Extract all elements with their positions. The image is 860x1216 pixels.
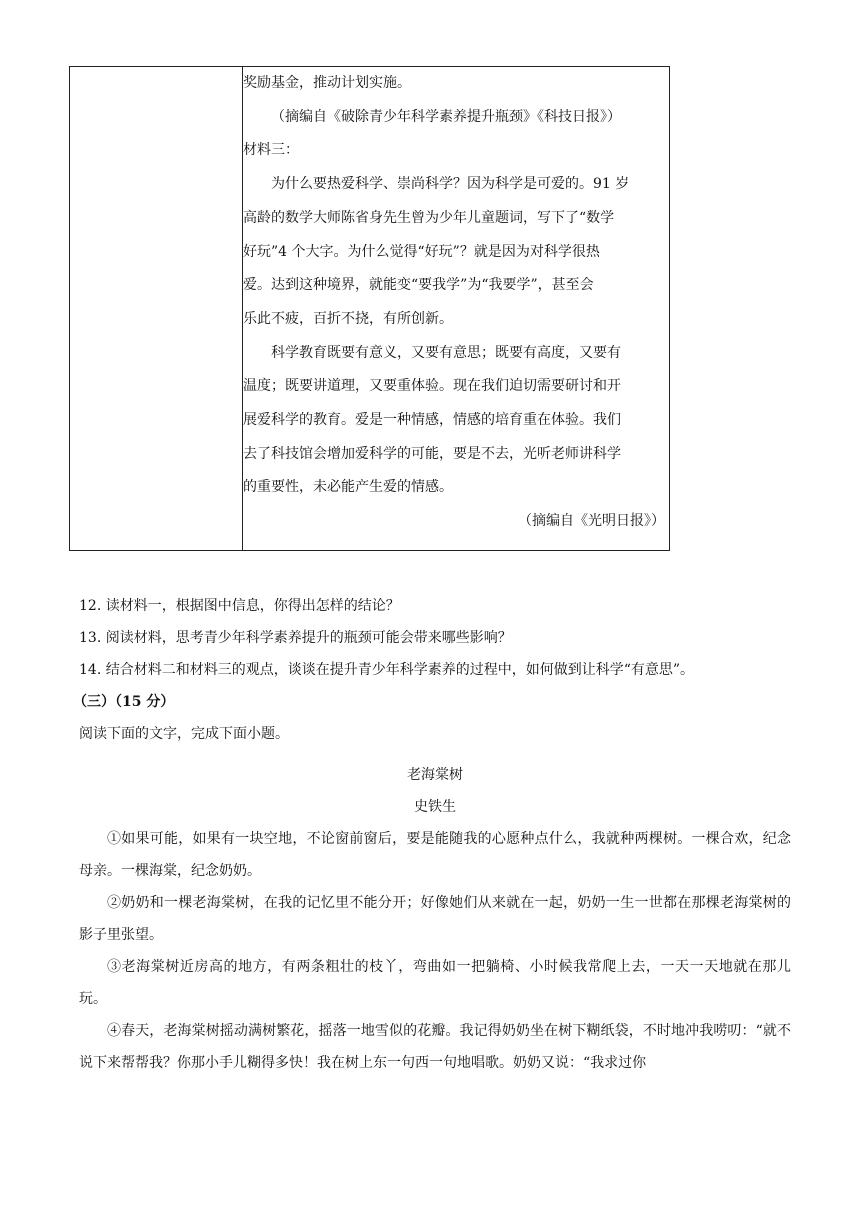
article-paragraph: ①如果可能，如果有一块空地，不论窗前窗后，要是能随我的心愿种点什么，我就种两棵树。一棵合欢，纪念母亲。一棵海棠，纪念奶奶。 bbox=[79, 831, 791, 879]
material-text-line: 好玩”4 个大字。为什么觉得“好玩”？就是因为对科学很热 bbox=[243, 243, 600, 260]
article bbox=[79, 759, 791, 1079]
material-text-line: （摘编自《破除青少年科学素养提升瓶颈》《科技日报》） bbox=[271, 108, 621, 125]
article-paragraph: ③老海棠树近房高的地方，有两条粗壮的枝丫，弯曲如一把躺椅、小时候我常爬上去，一天一天地就在那儿玩。 bbox=[79, 959, 791, 1007]
article-title: 老海棠树 bbox=[407, 767, 463, 783]
material-text-line: 展爱科学的教育。爱是一种情感，情感的培育重在体验。我们 bbox=[243, 412, 621, 429]
material-text-line: 去了科技馆会增加爱科学的可能，要是不去，光听老师讲科学 bbox=[243, 445, 621, 462]
material-text-line: 乐此不疲，百折不挠，有所创新。 bbox=[243, 310, 453, 327]
table-right-cell bbox=[243, 67, 670, 551]
section-instruction: 阅读下面的文字，完成下面小题。 bbox=[79, 726, 289, 742]
article-author: 史铁生 bbox=[414, 799, 456, 815]
material-text-line: 奖励基金，推动计划实施。 bbox=[243, 75, 411, 91]
table-left-cell bbox=[70, 67, 243, 551]
question-13: 13. 阅读材料，思考青少年科学素养提升的瓶颈可能会带来哪些影响？ bbox=[79, 630, 512, 646]
material-text-line: 科学教育既要有意义，又要有意思；既要有高度，又要有 bbox=[271, 344, 621, 361]
section-heading: （三）（15 分） bbox=[73, 694, 175, 710]
article-paragraph: ②奶奶和一棵老海棠树，在我的记忆里不能分开；好像她们从来就在一起，奶奶一生一世都在那棵老海棠树的影子里张望。 bbox=[79, 895, 791, 943]
material-text-line: 温度；既要讲道理，又要重体验。现在我们迫切需要研讨和开 bbox=[243, 378, 621, 395]
question-list bbox=[73, 590, 799, 750]
question-14: 14. 结合材料二和材料三的观点，谈谈在提升青少年科学素养的过程中，如何做到让科学“有意思”。 bbox=[79, 662, 695, 678]
material-text-line: 的重要性，未必能产生爱的情感。 bbox=[243, 479, 453, 496]
material-table bbox=[69, 66, 670, 551]
material-text-line: 爱。达到这种境界，就能变“要我学”为“我要学”，甚至会 bbox=[243, 277, 594, 294]
question-12: 12. 读材料一，根据图中信息，你得出怎样的结论？ bbox=[79, 598, 400, 614]
article-paragraph: ④春天，老海棠树摇动满树繁花，摇落一地雪似的花瓣。我记得奶奶坐在树下糊纸袋，不时地冲我唠叨：“就不说下来帮帮我？你那小手儿糊得多快！我在树上东一句西一句地唱歌。奶奶又说：“我求过你 bbox=[79, 1023, 791, 1071]
material-text-line: 材料三： bbox=[243, 142, 299, 159]
material-text-line: （摘编自《光明日报》） bbox=[518, 513, 665, 530]
material-text-line: 为什么要热爱科学、崇尚科学？因为科学是可爱的。91 岁 bbox=[271, 176, 630, 193]
material-text-line: 高龄的数学大师陈省身先生曾为少年儿童题词，写下了“数学 bbox=[243, 209, 615, 226]
